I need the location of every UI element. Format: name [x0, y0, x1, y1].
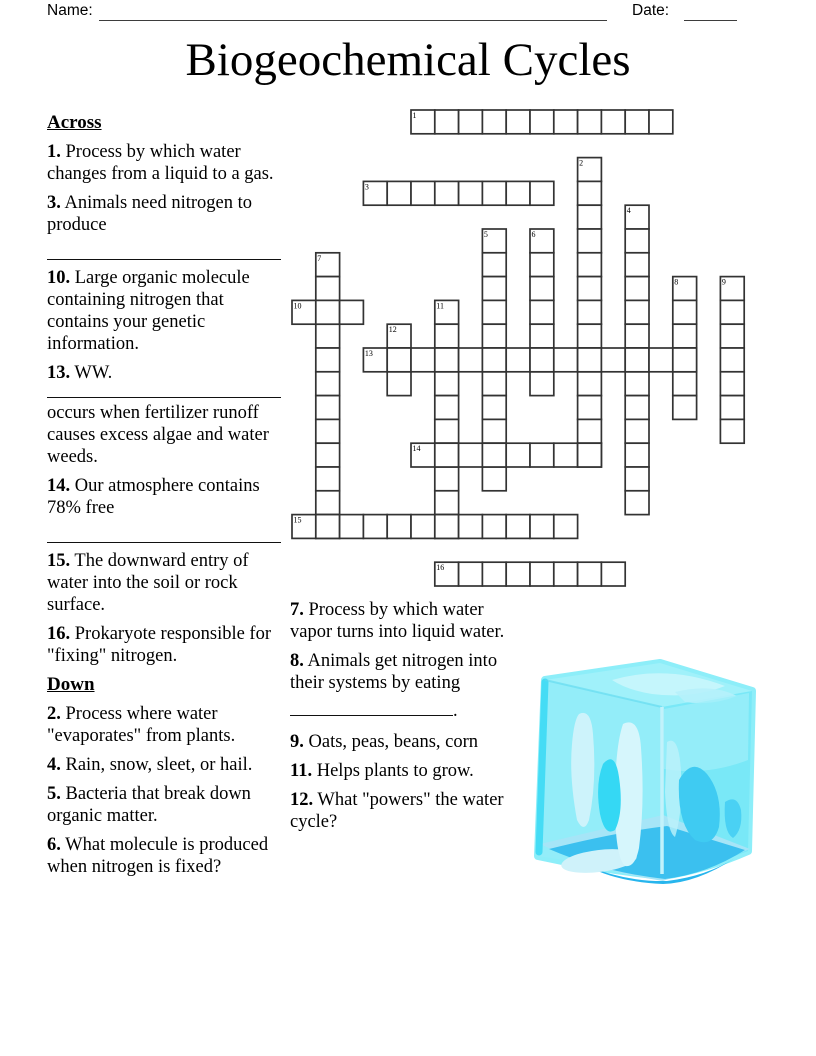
- grid-cell[interactable]: [506, 562, 530, 586]
- grid-cell[interactable]: [506, 443, 530, 467]
- grid-cell[interactable]: [720, 419, 744, 443]
- grid-cell[interactable]: [578, 110, 602, 134]
- grid-cell-number: 5: [483, 230, 488, 239]
- grid-cell[interactable]: [625, 324, 649, 348]
- grid-cell[interactable]: [601, 110, 625, 134]
- clue-text: occurs when fertilizer runoff causes excess algae and water weeds.: [47, 403, 269, 467]
- grid-cell[interactable]: [387, 515, 411, 539]
- clue-text: What "powers" the water cycle?: [290, 790, 504, 832]
- grid-cell[interactable]: [625, 253, 649, 277]
- grid-cell[interactable]: [530, 181, 554, 205]
- clue-across-1: [47, 141, 281, 185]
- clues-left-column: [47, 112, 281, 885]
- grid-cell[interactable]: [530, 515, 554, 539]
- clue-number: 7.: [290, 600, 304, 620]
- clue-number: 2.: [47, 704, 61, 724]
- grid-cell[interactable]: [340, 300, 364, 324]
- clue-text: Helps plants to grow.: [312, 761, 474, 781]
- clue-text: Our atmosphere contains 78% free: [47, 476, 260, 518]
- grid-cell-number: 9: [721, 277, 726, 287]
- grid-cell[interactable]: [435, 443, 459, 467]
- clue-down-5: [47, 783, 281, 827]
- grid-cell[interactable]: [411, 348, 435, 372]
- grid-cell[interactable]: [435, 181, 459, 205]
- grid-cell[interactable]: [530, 562, 554, 586]
- grid-cell[interactable]: [578, 229, 602, 253]
- grid-cell-number: 6: [531, 230, 536, 239]
- grid-cell[interactable]: [506, 515, 530, 539]
- clue-text: What molecule is produced when nitrogen is fixed?: [47, 835, 269, 877]
- clue-number: 11.: [290, 761, 313, 781]
- grid-cell[interactable]: [482, 253, 506, 277]
- grid-cell[interactable]: [720, 348, 744, 372]
- clue-number: 15.: [47, 551, 71, 571]
- clue-number: 9.: [290, 732, 304, 752]
- grid-cell[interactable]: [530, 348, 554, 372]
- grid-cell[interactable]: [601, 348, 625, 372]
- grid-cell[interactable]: [506, 110, 530, 134]
- grid-cell[interactable]: [625, 277, 649, 301]
- clue-across-10: [47, 267, 281, 355]
- grid-cell[interactable]: [625, 419, 649, 443]
- grid-cell[interactable]: [625, 491, 649, 515]
- clue-across-13: [47, 362, 281, 468]
- clue-across-3: [47, 192, 281, 260]
- clue-across-16: [47, 623, 281, 667]
- clues-middle-column: [290, 599, 530, 840]
- clue-down-9: [290, 731, 530, 753]
- grid-cell[interactable]: [482, 515, 506, 539]
- clue-text: Bacteria that break down organic matter.: [47, 784, 251, 826]
- clue-number: 14.: [47, 476, 71, 496]
- grid-cell[interactable]: [625, 110, 649, 134]
- clue-down-12: [290, 789, 530, 833]
- clue-number: 4.: [47, 755, 61, 775]
- down-clues-list-1: [47, 703, 281, 878]
- grid-cell[interactable]: [435, 372, 459, 396]
- date-label: Date:: [632, 2, 670, 19]
- down-clues-list-2: [290, 599, 530, 833]
- grid-cell[interactable]: [387, 181, 411, 205]
- grid-cell[interactable]: [673, 348, 697, 372]
- grid-cell[interactable]: [578, 181, 602, 205]
- answer-blank-line: [47, 519, 281, 543]
- grid-cell[interactable]: [387, 348, 411, 372]
- clue-number: 5.: [47, 784, 61, 804]
- grid-cell[interactable]: [435, 515, 459, 539]
- grid-cell[interactable]: [673, 300, 697, 324]
- grid-cell[interactable]: [459, 110, 483, 134]
- grid-cell[interactable]: [625, 372, 649, 396]
- grid-cell[interactable]: [578, 253, 602, 277]
- grid-cell[interactable]: [625, 348, 649, 372]
- grid-cell[interactable]: [435, 110, 459, 134]
- clue-number: 10.: [47, 268, 71, 288]
- grid-cell[interactable]: [530, 443, 554, 467]
- grid-cell[interactable]: [506, 181, 530, 205]
- clue-down-8: [290, 650, 530, 724]
- grid-cell[interactable]: [649, 348, 673, 372]
- grid-cell-number: 2: [579, 158, 584, 168]
- grid-cell[interactable]: [459, 515, 483, 539]
- name-blank-line[interactable]: [99, 20, 607, 21]
- grid-cell-number: 11: [436, 301, 445, 311]
- clue-number: 3.: [47, 193, 61, 213]
- clue-number: 8.: [290, 651, 304, 671]
- grid-cell[interactable]: [554, 348, 578, 372]
- clue-text: Large organic molecule containing nitrogen that contains your genetic information.: [47, 268, 250, 354]
- grid-cell[interactable]: [554, 515, 578, 539]
- grid-cell[interactable]: [578, 205, 602, 229]
- grid-cell[interactable]: [316, 491, 340, 515]
- grid-cell[interactable]: [316, 324, 340, 348]
- crossword-grid[interactable]: [290, 108, 748, 590]
- grid-cell[interactable]: [601, 562, 625, 586]
- grid-cell[interactable]: [459, 181, 483, 205]
- grid-cell[interactable]: [720, 300, 744, 324]
- clue-down-2: [47, 703, 281, 747]
- grid-cell[interactable]: [554, 110, 578, 134]
- grid-cell[interactable]: [649, 110, 673, 134]
- grid-cell[interactable]: [530, 324, 554, 348]
- grid-cell[interactable]: [482, 396, 506, 420]
- grid-cell[interactable]: [554, 443, 578, 467]
- grid-cell[interactable]: [530, 300, 554, 324]
- grid-cell[interactable]: [316, 419, 340, 443]
- grid-cell[interactable]: [578, 562, 602, 586]
- answer-blank-line: .: [290, 696, 530, 724]
- grid-cell[interactable]: [530, 277, 554, 301]
- grid-cell[interactable]: [578, 348, 602, 372]
- grid-cell[interactable]: [578, 396, 602, 420]
- grid-cell[interactable]: [554, 562, 578, 586]
- grid-cell[interactable]: [411, 181, 435, 205]
- grid-cell[interactable]: [435, 419, 459, 443]
- grid-cell[interactable]: [482, 443, 506, 467]
- grid-cell[interactable]: [482, 324, 506, 348]
- grid-cell[interactable]: [720, 324, 744, 348]
- across-heading: Across: [47, 112, 102, 133]
- grid-cell[interactable]: [625, 229, 649, 253]
- ice-cube-illustration: [527, 652, 760, 889]
- grid-cell[interactable]: [482, 300, 506, 324]
- page-title: Biogeochemical Cycles: [185, 34, 631, 86]
- grid-cell-number: 7: [317, 253, 322, 263]
- clue-text: WW.: [70, 363, 113, 383]
- grid-cell[interactable]: [578, 324, 602, 348]
- grid-cell[interactable]: [673, 324, 697, 348]
- grid-cell[interactable]: [316, 277, 340, 301]
- clue-text: Process by which water vapor turns into liquid water.: [290, 600, 505, 642]
- clue-across-15: [47, 550, 281, 616]
- grid-cell[interactable]: [578, 419, 602, 443]
- grid-cell[interactable]: [459, 443, 483, 467]
- clue-text: Prokaryote responsible for "fixing" nitrogen.: [47, 624, 272, 666]
- grid-cell[interactable]: [459, 562, 483, 586]
- grid-cell[interactable]: [316, 443, 340, 467]
- clue-text: Animals get nitrogen into their systems by eating: [290, 651, 498, 693]
- grid-cell[interactable]: [482, 181, 506, 205]
- grid-cell[interactable]: [459, 348, 483, 372]
- grid-cell[interactable]: [578, 443, 602, 467]
- grid-cell[interactable]: [435, 396, 459, 420]
- clue-across-14: [47, 475, 281, 543]
- grid-cell[interactable]: [316, 396, 340, 420]
- grid-cell[interactable]: [482, 467, 506, 491]
- grid-cell[interactable]: [482, 562, 506, 586]
- clue-text: Rain, snow, sleet, or hail.: [60, 755, 253, 775]
- answer-blank-line: [47, 384, 281, 398]
- grid-cell[interactable]: [316, 300, 340, 324]
- grid-cell[interactable]: [435, 324, 459, 348]
- grid-cell[interactable]: [530, 253, 554, 277]
- grid-cell[interactable]: [720, 396, 744, 420]
- grid-cell[interactable]: [387, 372, 411, 396]
- grid-cell[interactable]: [506, 348, 530, 372]
- name-label: Name:: [47, 2, 93, 19]
- grid-cell[interactable]: [673, 396, 697, 420]
- grid-cell[interactable]: [435, 348, 459, 372]
- grid-cell[interactable]: [316, 467, 340, 491]
- grid-cell-number: 4: [626, 206, 631, 216]
- grid-cell-number: 12: [388, 325, 397, 335]
- grid-cell[interactable]: [673, 372, 697, 396]
- clue-number: 12.: [290, 790, 314, 810]
- clue-number: 16.: [47, 624, 71, 644]
- clue-text: Process by which water changes from a liquid to a gas.: [47, 142, 274, 184]
- grid-cell[interactable]: [435, 467, 459, 491]
- clue-down-11: [290, 760, 530, 782]
- clue-number: 13.: [47, 363, 71, 383]
- date-blank-line[interactable]: [684, 20, 737, 21]
- grid-cell[interactable]: [482, 110, 506, 134]
- clue-text: Oats, peas, beans, corn: [303, 732, 479, 752]
- grid-cell[interactable]: [578, 277, 602, 301]
- clue-text: Process where water "evaporates" from plants.: [47, 704, 236, 746]
- grid-cell[interactable]: [720, 372, 744, 396]
- down-heading: Down: [47, 674, 95, 695]
- grid-cell[interactable]: [482, 419, 506, 443]
- grid-cell[interactable]: [482, 372, 506, 396]
- clue-text: The downward entry of water into the soil or rock surface.: [47, 551, 249, 615]
- grid-cell-number: 13: [364, 349, 373, 358]
- clue-number: 6.: [47, 835, 61, 855]
- grid-cell[interactable]: [482, 348, 506, 372]
- grid-cell-number: 15: [293, 515, 302, 525]
- grid-cell[interactable]: [578, 300, 602, 324]
- grid-cell[interactable]: [625, 467, 649, 491]
- grid-cell-number: 1: [412, 111, 417, 120]
- grid-cell[interactable]: [316, 372, 340, 396]
- clue-down-6: [47, 834, 281, 878]
- grid-cell[interactable]: [411, 515, 435, 539]
- grid-cell-number: 10: [293, 301, 302, 311]
- grid-cell[interactable]: [482, 277, 506, 301]
- grid-cell-number: 8: [674, 277, 679, 287]
- clue-number: 1.: [47, 142, 61, 162]
- answer-blank-line: [47, 236, 281, 260]
- grid-cell[interactable]: [340, 515, 364, 539]
- grid-cell[interactable]: [625, 300, 649, 324]
- grid-cell[interactable]: [530, 372, 554, 396]
- grid-cell[interactable]: [363, 515, 387, 539]
- grid-cell[interactable]: [625, 396, 649, 420]
- grid-cell[interactable]: [578, 372, 602, 396]
- clue-down-4: [47, 754, 281, 776]
- clue-down-7: [290, 599, 530, 643]
- grid-cell[interactable]: [625, 443, 649, 467]
- grid-cell[interactable]: [530, 110, 554, 134]
- grid-cell[interactable]: [435, 491, 459, 515]
- grid-cell[interactable]: [316, 348, 340, 372]
- grid-cell[interactable]: [316, 515, 340, 539]
- clue-text: Animals need nitrogen to produce: [47, 193, 253, 235]
- grid-cell-number: 16: [436, 563, 445, 573]
- grid-cell-number: 14: [412, 444, 421, 454]
- grid-cell-number: 3: [364, 182, 369, 192]
- across-clues-list: [47, 141, 281, 667]
